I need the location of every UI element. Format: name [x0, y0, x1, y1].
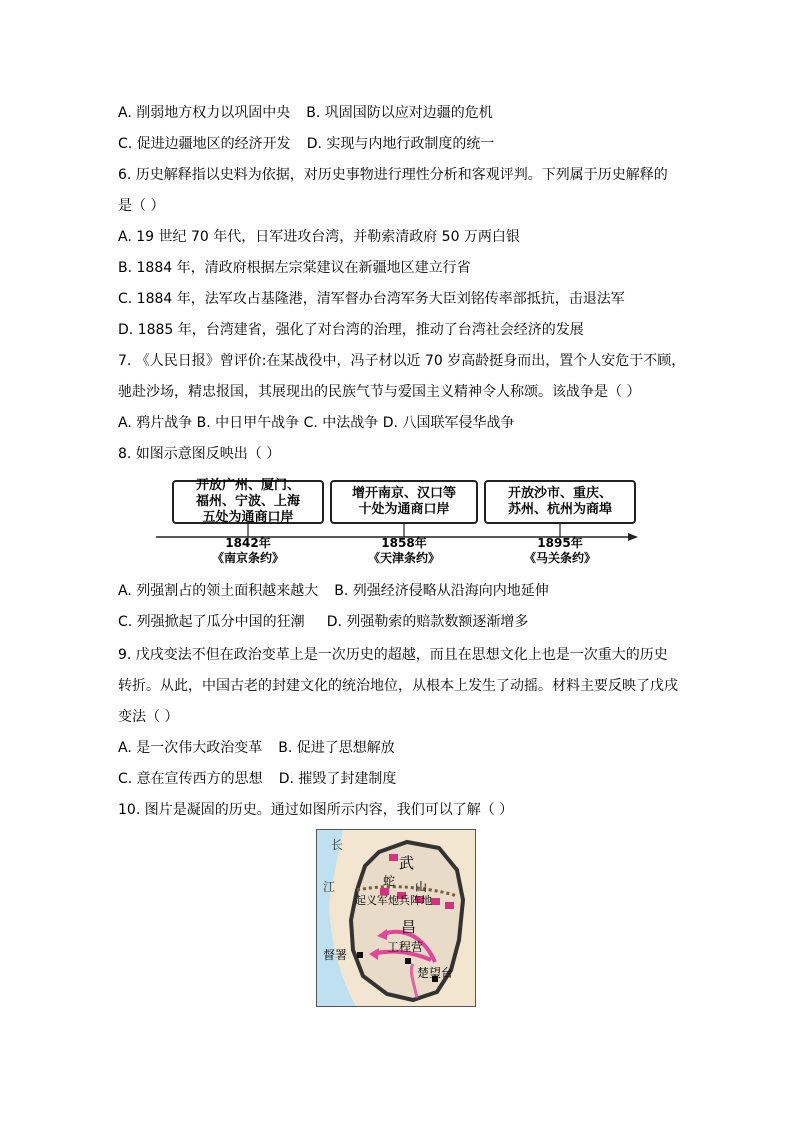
- timeline-box-1858: 增开南京、汉口等 十处为通商口岸: [330, 480, 478, 524]
- q6-stem-line1: 6. 历史解释指以史料为依据，对历史事物进行理性分析和客观评判。下列属于历史解释的: [118, 167, 668, 183]
- q7-stem-line1: 7. 《人民日报》曾评价:在某战役中，冯子材以近 70 岁高龄挺身而出，置个人安危于不顾，: [118, 353, 686, 369]
- map-graphic: [317, 830, 476, 1007]
- q8-option-d: D. 列强勒索的赔款数额逐渐增多: [326, 614, 529, 630]
- map-label-wu: 武: [399, 854, 415, 872]
- map-label-yamen: 督署: [323, 948, 348, 962]
- treaty-timeline-diagram: [150, 474, 640, 574]
- timeline-year-2: 1858年: [381, 536, 427, 550]
- q6-option-c: C. 1884 年，法军攻占基隆港，清军督办台湾军务大臣刘铭传率部抵抗，击退法军: [118, 291, 625, 307]
- timeline-year-3: 1895年: [537, 536, 583, 550]
- timeline-box-1895: 开放沙市、重庆、 苏州、杭州为商埠: [484, 480, 636, 524]
- map-label-she: 蛇: [383, 874, 396, 888]
- q5-option-b: B. 巩固国防以应对边疆的危机: [306, 105, 493, 121]
- map-label-shan: 山: [415, 880, 428, 894]
- q6-option-b: B. 1884 年，清政府根据左宗棠建议在新疆地区建立行省: [118, 260, 471, 276]
- q5-options-row1: [118, 104, 493, 122]
- q9-options-row2: [118, 770, 396, 788]
- q6-option-d: D. 1885 年，台湾建省，强化了对台湾的治理，推动了台湾社会经济的发展: [118, 322, 584, 338]
- q9-stem-line1: 9. 戊戌变法不但在政治变革上是一次历史的超越，而且在思想文化上也是一次重大的历史: [118, 647, 668, 663]
- q9-stem-line2: 转折。从此，中国古老的封建文化的统治地位，从根本上发生了动摇。材料主要反映了戊戌: [118, 678, 678, 694]
- timeline-treaty-3: 《马关条约》: [523, 551, 596, 565]
- q7-options: A. 鸦片战争 B. 中日甲午战争 C. 中法战争 D. 八国联军侵华战争: [118, 415, 515, 431]
- map-label-tower: 楚望台: [417, 966, 454, 980]
- q9-stem-line3: 变法（ ）: [118, 709, 179, 725]
- q5-options-row2: [118, 135, 494, 153]
- q8-stem: 8. 如图示意图反映出（ ）: [118, 446, 281, 462]
- q8-option-b: B. 列强经济侵略从沿海向内地延伸: [334, 583, 549, 599]
- q8-option-a: A. 列强割占的领土面积越来越大: [118, 583, 319, 599]
- q9-options-row1: [118, 739, 395, 757]
- q5-option-d: D. 实现与内地行政制度的统一: [306, 136, 495, 152]
- timeline-treaty-1: 《南京条约》: [211, 551, 284, 565]
- map-label-camp: 工程营: [387, 940, 424, 954]
- q6-option-a: A. 19 世纪 70 年代，日军进攻台湾，并勒索清政府 50 万两白银: [118, 229, 520, 245]
- q9-option-c: C. 意在宣传西方的思想: [118, 771, 263, 787]
- q8-options-row2: [118, 613, 528, 631]
- map-label-artillery: 起义军炮兵阵地: [355, 894, 432, 907]
- timeline-treaty-2: 《天津条约》: [367, 551, 440, 565]
- q9-option-a: A. 是一次伟大政治变革: [118, 740, 263, 756]
- q5-option-a: A. 削弱地方权力以巩固中央: [118, 105, 291, 121]
- q7-stem-line2: 驰赴沙场，精忠报国，其展现出的民族气节与爱国主义精神令人称颂。该战争是（ ）: [118, 384, 641, 400]
- timeline-year-1: 1842年: [225, 536, 271, 550]
- q8-option-c: C. 列强掀起了瓜分中国的狂潮: [118, 614, 305, 630]
- map-label-chang2: 昌: [401, 918, 417, 936]
- timeline-box-1842: 开放广州、厦门、 福州、宁波、上海 五处为通商口岸: [172, 480, 324, 524]
- q6-stem-line2: 是（ ）: [118, 198, 165, 214]
- q5-option-c: C. 促进边疆地区的经济开发: [118, 136, 291, 152]
- q9-option-b: B. 促进了思想解放: [278, 740, 395, 756]
- wuchang-uprising-map: [316, 829, 476, 1007]
- q10-stem: 10. 图片是凝固的历史。通过如图所示内容，我们可以了解（ ）: [118, 802, 514, 818]
- map-label-chang: 长: [331, 838, 344, 852]
- map-label-jiang: 江: [323, 880, 336, 894]
- q9-option-d: D. 摧毁了封建制度: [278, 771, 397, 787]
- q8-options-row1: [118, 582, 549, 600]
